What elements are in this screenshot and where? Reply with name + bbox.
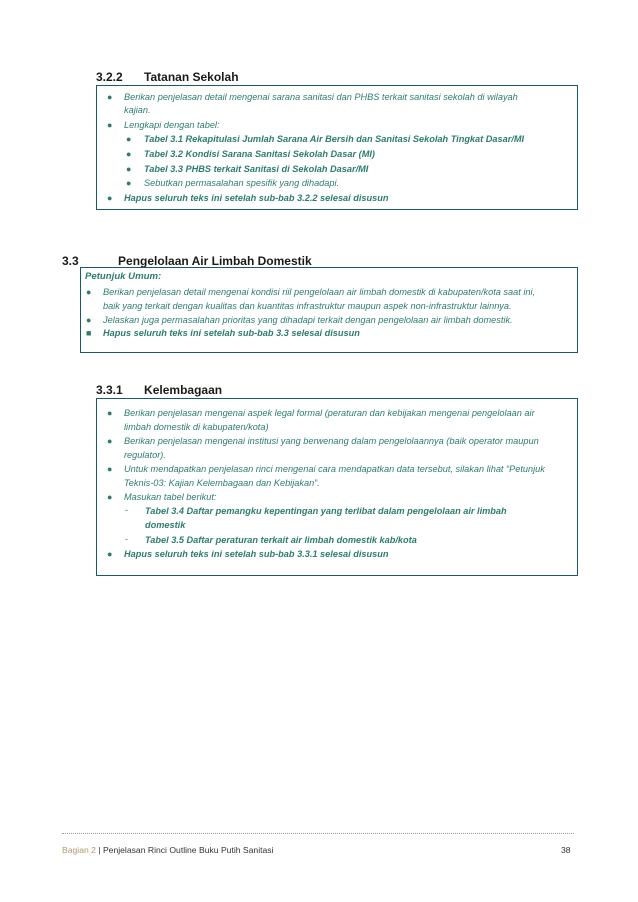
guide-item: Berikan penjelasan detail mengenai sarana sanitasi dan PHBS terkait sanitasi sekolah di wilayah	[124, 92, 518, 102]
guide-item: Sebutkan permasalahan spesifik yang dihadapi.	[144, 178, 340, 188]
footer-part: Bagian 2	[62, 845, 96, 855]
heading-title: Pengelolaan Air Limbah Domestik	[118, 254, 312, 268]
bullet-icon: ●	[126, 164, 132, 174]
guide-title: Petunjuk Umum:	[85, 271, 162, 282]
square-bullet-icon: ■	[86, 328, 92, 338]
footer	[62, 845, 274, 855]
bullet-icon: ●	[126, 134, 132, 144]
bullet-icon: ●	[107, 193, 113, 203]
delete-note: Hapus seluruh teks ini setelah sub-bab 3.3 selesai disusun	[103, 328, 360, 338]
table-ref: Tabel 3.2 Kondisi Sarana Sanitasi Sekolah Dasar (MI)	[144, 149, 375, 159]
delete-note: Hapus seluruh teks ini setelah sub-bab 3.3.1 selesai disusun	[124, 549, 389, 559]
guide-item: Berikan penjelasan detail mengenai kondisi riil pengelolaan air limbah domestik di kabupaten/kota saat ini,	[103, 287, 536, 297]
heading-number: 3.3.1	[96, 383, 123, 397]
heading-title: Tatanan Sekolah	[144, 70, 239, 84]
bullet-icon: ●	[107, 120, 113, 130]
bullet-icon: ●	[107, 408, 113, 418]
heading-number: 3.2.2	[96, 70, 123, 84]
bullet-icon: ●	[107, 492, 113, 502]
heading-number: 3.3	[62, 254, 79, 268]
bullet-icon: ●	[126, 178, 132, 188]
guide-item-cont: limbah domestik di kabupaten/kota)	[124, 422, 269, 432]
guide-item: Untuk mendapatkan penjelasan rinci mengenai cara mendapatkan data tersebut, silakan lihat “Petunjuk	[124, 464, 545, 474]
dash-icon: -	[125, 534, 128, 544]
table-ref-cont: domestik	[145, 520, 186, 530]
heading-3-3-1	[96, 383, 222, 397]
bullet-icon: ●	[107, 464, 113, 474]
guide-item-cont: baik yang terkait dengan kualitas dan kuantitas infrastruktur maupun aspek non-infrastruktur lainnya.	[103, 301, 512, 311]
footer-text: Penjelasan Rinci Outline Buku Putih Sanitasi	[102, 845, 274, 855]
bullet-icon: ●	[107, 549, 113, 559]
guide-item: Lengkapi dengan tabel:	[124, 120, 220, 130]
heading-3-2-2	[96, 70, 239, 84]
guide-item-cont: Teknis-03: Kajian Kelembagaan dan Kebijakan”.	[124, 478, 320, 488]
table-ref: Tabel 3.3 PHBS terkait Sanitasi di Sekolah Dasar/MI	[144, 164, 369, 174]
table-ref: Tabel 3.4 Daftar pemangku kepentingan yang terlibat dalam pengelolaan air limbah	[145, 506, 507, 516]
heading-title: Kelembagaan	[144, 383, 223, 397]
bullet-icon: ●	[107, 92, 113, 102]
bullet-icon: ●	[126, 149, 132, 159]
footer-divider	[62, 833, 574, 834]
guide-item-cont: kajian.	[124, 105, 151, 115]
guide-item: Berikan penjelasan mengenai aspek legal formal (peraturan dan kebijakan mengenai pengelolaan air	[124, 408, 535, 418]
guide-item: Berikan penjelasan mengenai institusi yang berwenang dalam pengelolaannya (baik operator maupun	[124, 436, 539, 446]
page-number: 38	[561, 845, 571, 855]
guide-item: Masukan tabel berikut:	[124, 492, 217, 502]
guide-item-cont: regulator).	[124, 450, 166, 460]
guide-item: Jelaskan juga permasalahan prioritas yang dihadapi terkait dengan pengelolaan air limbah domestik.	[103, 315, 513, 325]
table-ref: Tabel 3.1 Rekapitulasi Jumlah Sarana Air Bersih dan Sanitasi Sekolah Tingkat Dasar/MI	[144, 134, 525, 144]
bullet-icon: ●	[107, 436, 113, 446]
bullet-icon: ●	[86, 287, 92, 297]
heading-3-3	[62, 254, 312, 268]
bullet-icon: ●	[86, 315, 92, 325]
dash-icon: -	[125, 505, 128, 515]
footer-separator: |	[98, 845, 101, 855]
delete-note: Hapus seluruh teks ini setelah sub-bab 3.2.2 selesai disusun	[124, 193, 389, 203]
table-ref: Tabel 3.5 Daftar peraturan terkait air limbah domestik kab/kota	[145, 535, 417, 545]
